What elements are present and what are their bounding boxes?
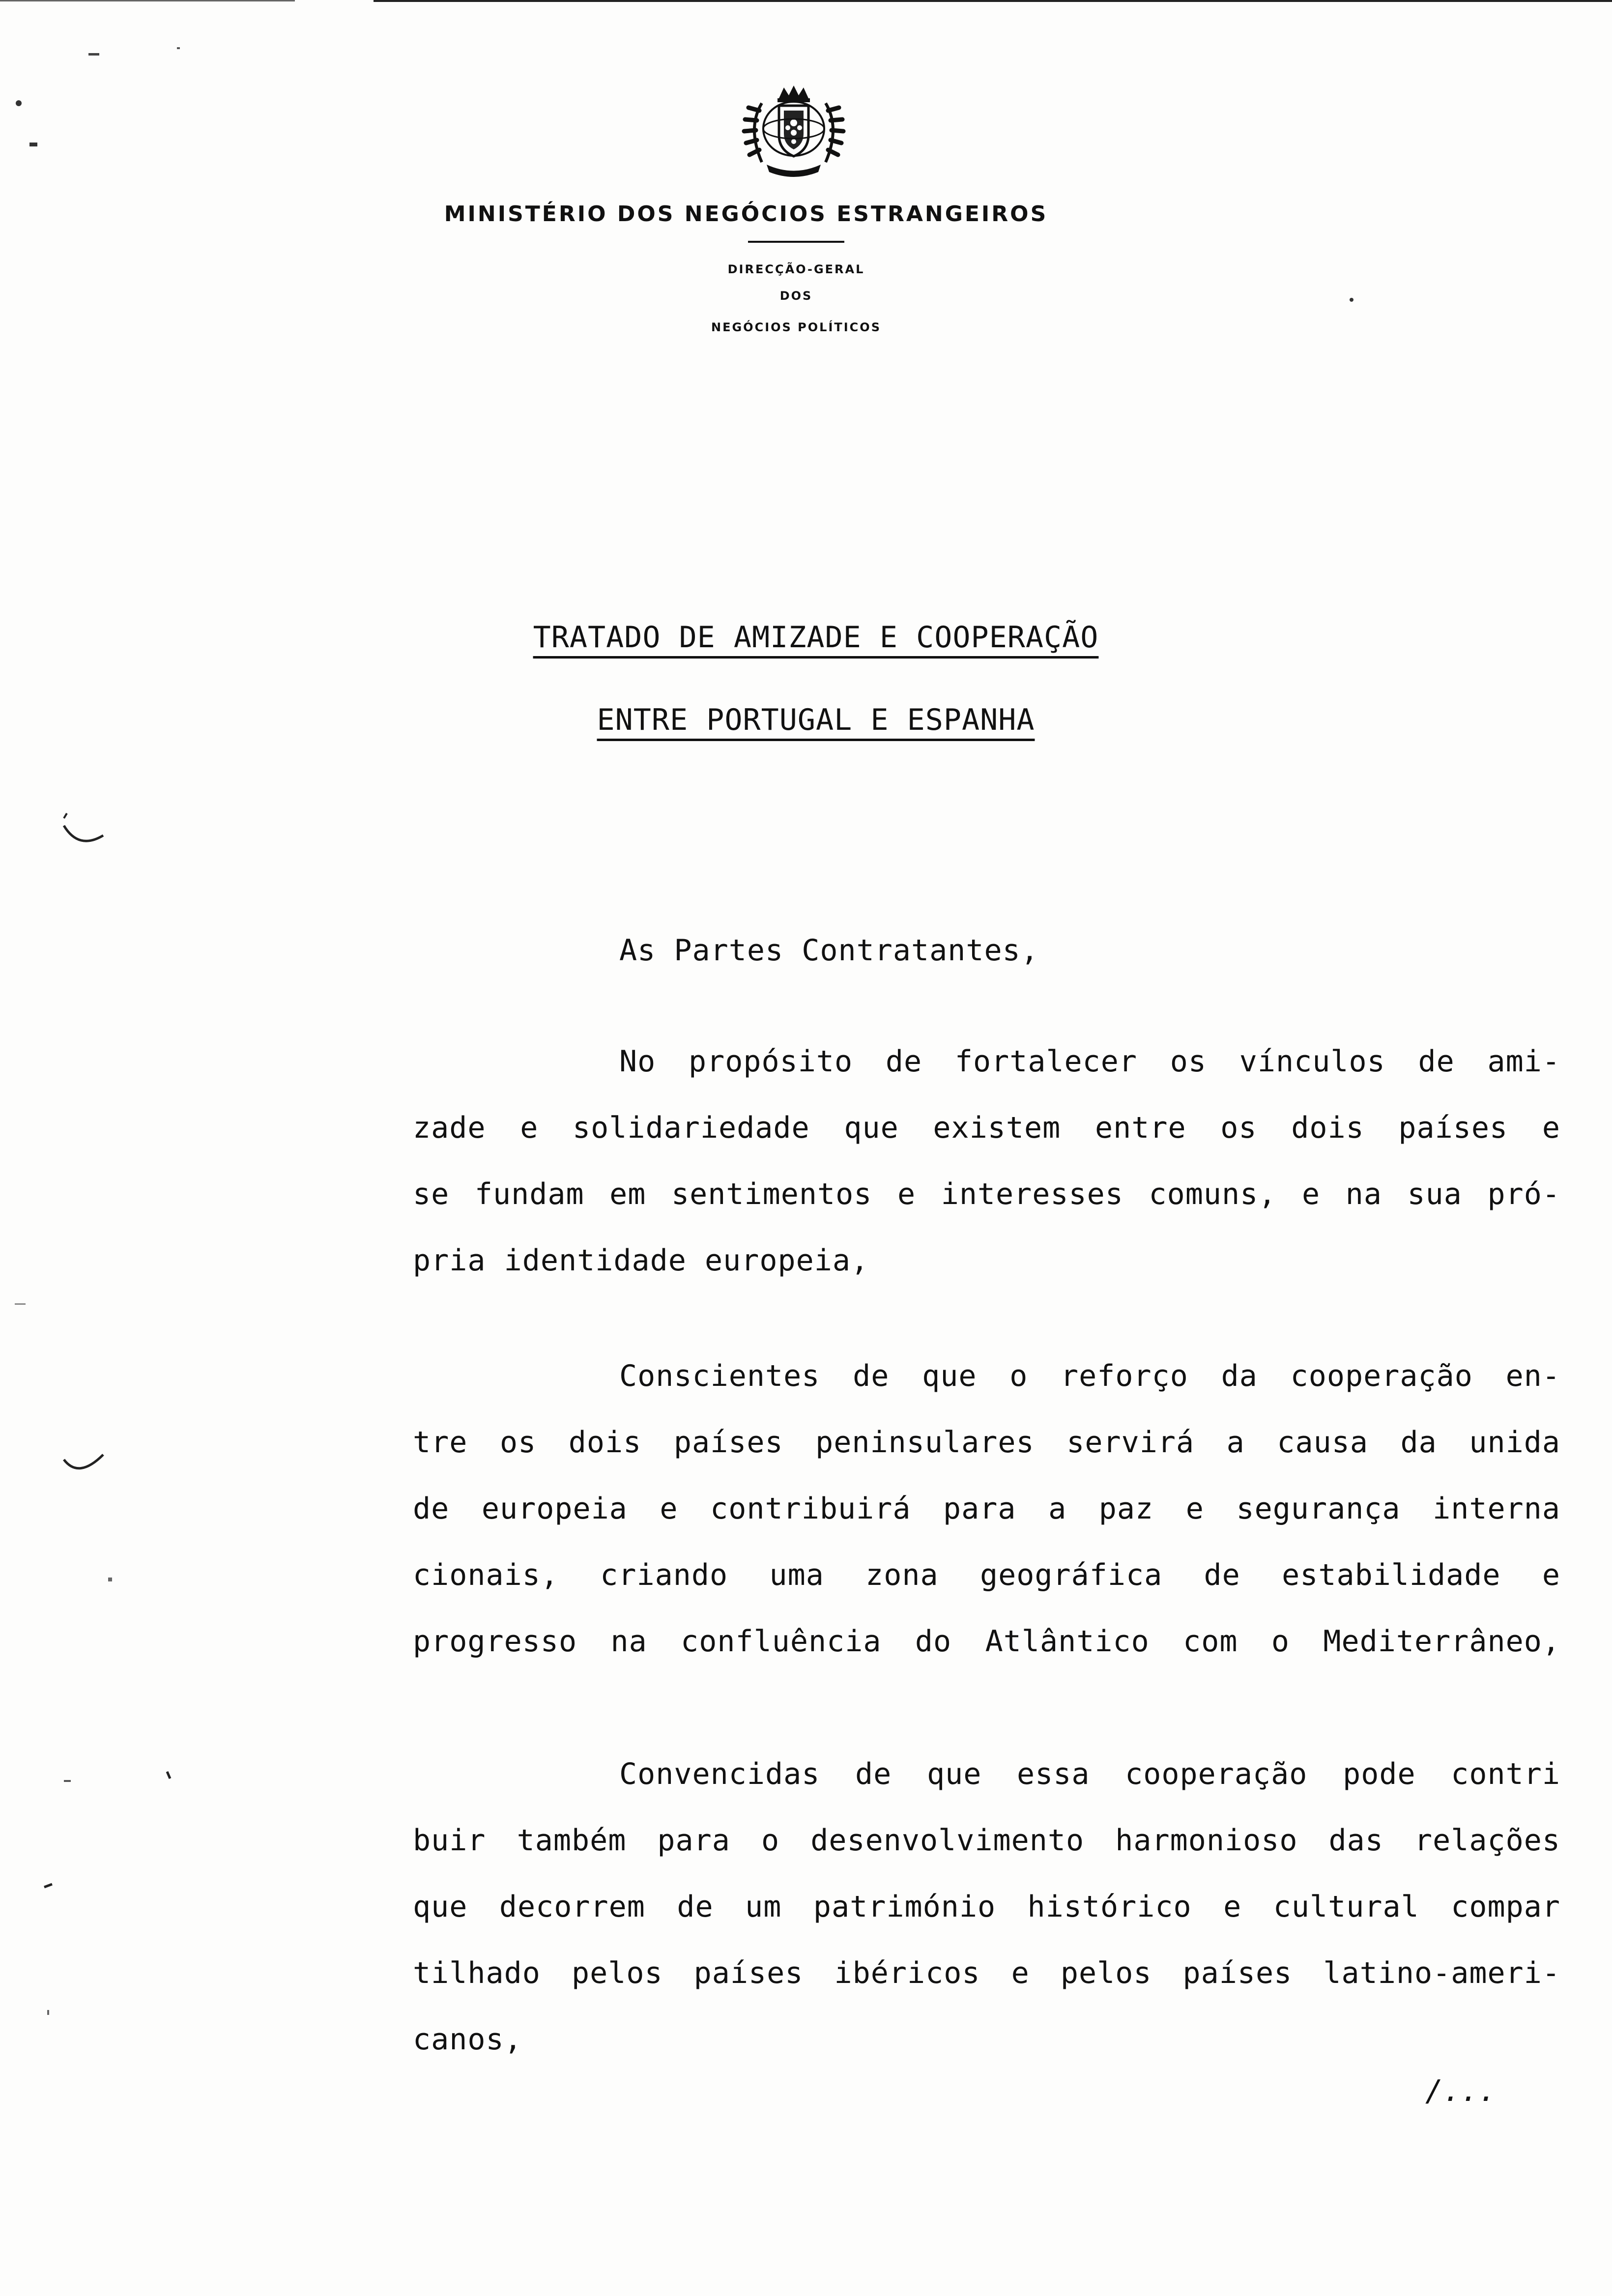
paragraph-2-line-5: progresso na confluência do Atlântico com o Mediterrâneo,: [413, 1624, 1560, 1659]
paragraph-2-line-1: Conscientes de que o reforço da cooperação en-: [619, 1359, 1560, 1393]
paragraph-3-line-3: que decorrem de um património histórico e cultural compar: [413, 1890, 1560, 1924]
coat-of-arms-seal: [732, 84, 855, 182]
paragraph-3-line-1: Convencidas de que essa cooperação pode contri: [619, 1757, 1560, 1791]
treaty-title-line-1: TRATADO DE AMIZADE E COOPERAÇÃO: [533, 620, 1099, 655]
speck: [344, 491, 374, 511]
margin-scan-marks: [0, 0, 206, 2296]
paragraph-1-line-4: pria identidade europeia,: [413, 1243, 869, 1278]
paragraph-3-line-5: canos,: [413, 2022, 522, 2057]
paragraph-3-line-2: buir também para o desenvolvimento harmonioso das relações: [413, 1823, 1560, 1858]
direction-line-3: NEGÓCIOS POLÍTICOS: [711, 320, 881, 334]
top-edge-rule: [374, 0, 1612, 2]
direction-line-2: DOS: [779, 289, 813, 303]
speck: [1347, 295, 1356, 305]
treaty-title-line-2: ENTRE PORTUGAL E ESPANHA: [597, 703, 1035, 737]
paragraph-1-line-3: se fundam em sentimentos e interesses comuns, e na sua pró-: [413, 1177, 1560, 1211]
salutation: As Partes Contratantes,: [619, 933, 1039, 968]
ministry-name: MINISTÉRIO DOS NEGÓCIOS ESTRANGEIROS: [444, 201, 1048, 227]
direction-line-1: DIRECÇÃO-GERAL: [727, 262, 865, 276]
paragraph-1-line-1: No propósito de fortalecer os vínculos de ami-: [619, 1044, 1560, 1079]
paragraph-2-line-3: de europeia e contribuirá para a paz e segurança interna: [413, 1492, 1560, 1526]
paragraph-3-line-4: tilhado pelos países ibéricos e pelos países latino-ameri-: [413, 1956, 1560, 1990]
continuation-mark: /...: [1425, 2074, 1497, 2108]
letterhead-divider: [748, 241, 844, 243]
paragraph-2-line-2: tre os dois países peninsulares servirá a causa da unida: [413, 1425, 1560, 1460]
paragraph-1-line-2: zade e solidariedade que existem entre os dois países e: [413, 1111, 1560, 1145]
paragraph-2-line-4: cionais, criando uma zona geográfica de estabilidade e: [413, 1558, 1560, 1592]
